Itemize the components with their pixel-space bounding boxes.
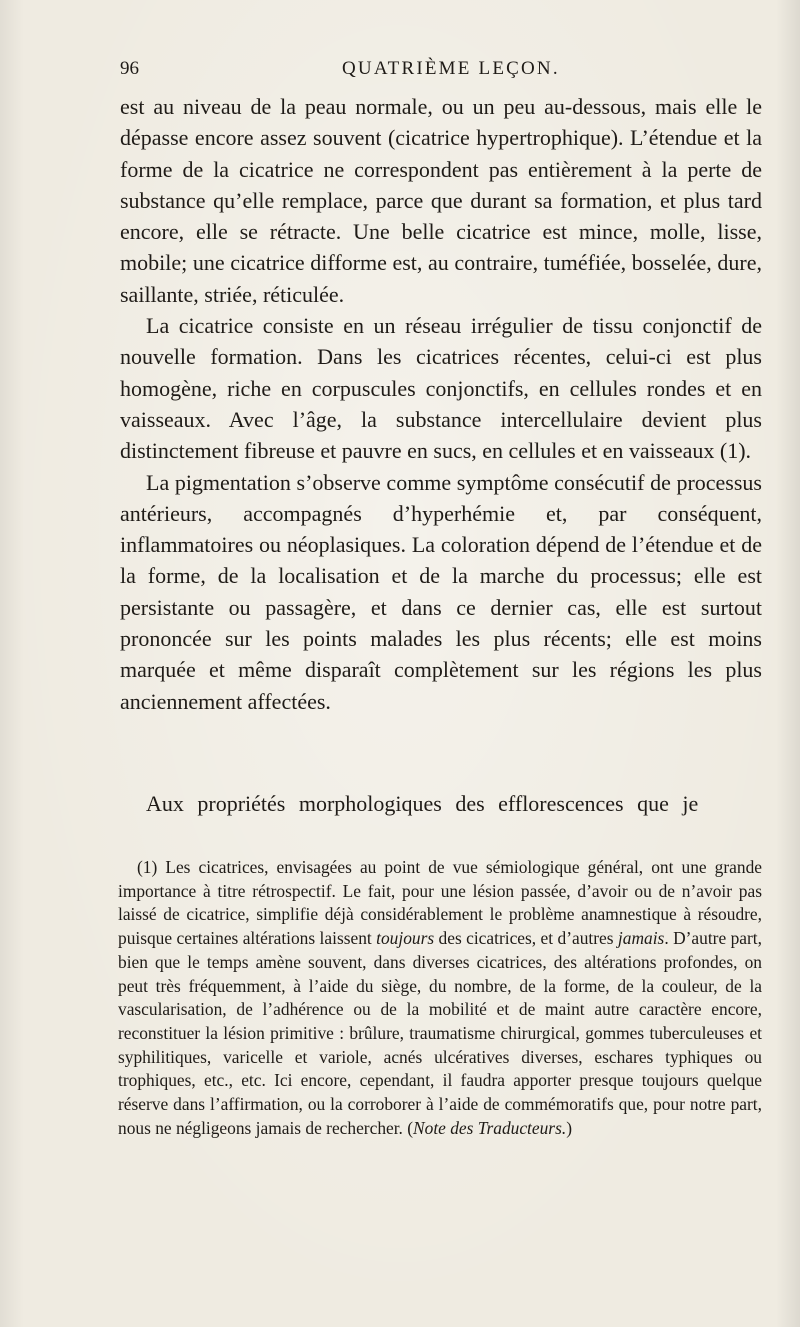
- running-header: [120, 58, 762, 84]
- footnote: [118, 856, 762, 1140]
- footnote-text: [118, 856, 762, 1140]
- footnote-part-3: . D’autre part, bien que le temps amène souvent, dans diverses cicatrices, des altérations profondes, on peut très fréquemment, à l’aide du siège, du nombre, de la forme, de la couleur, de la vascularisation, de l’adhérence ou de la mobilité et de maint autre caractère encore, reconstituer la lésion primitive : brûlure, traumatisme chirurgical, gommes tuberculeuses et syphilitiques, varicelle et variole, acnés ulcératives diverses, eschares typhiques ou trophiques, etc., etc. Ici encore, cependant, il faudra apporter presque toujours quelque réserve dans l’affirmation, ou la corroborer à l’aide de commémoratifs que, pour notre part, nous ne négligeons jamais de rechercher. (: [118, 928, 762, 1138]
- footnote-part-4: ): [566, 1117, 572, 1138]
- main-text: [120, 91, 762, 717]
- paragraph-pigmentation: La pigmentation s’observe comme symptôme consécutif de processus antérieurs, accompagnés d’hyperhémie et, par conséquent, inflammatoires ou néoplasiques. La coloration dépend de l’étendue et de la forme, de la localisation et de la marche du processus; elle est persistante ou passagère, et dans ce dernier cas, elle est surtout prononcée sur les points malades les plus récents; elle est moins marquée et même disparaît complètement sur les régions les plus anciennement affectées.: [120, 469, 762, 714]
- page-number: 96: [120, 58, 139, 79]
- footnote-emphasis-jamais: jamais: [617, 928, 665, 949]
- footnote-part-1: (1) Les cicatrices, envisagées au point de vue sémiologique général, ont une grande importance à titre rétrospectif. Le fait, pour une lésion passée, d’avoir ou de n’avoir pas laissé de cicatrice, simplifie déjà considérablement le problème anamnestique à résoudre, puisque certaines altérations laissent: [118, 857, 762, 949]
- paragraph-cicatrice-structure: La cicatrice consiste en un réseau irrégulier de tissu conjonctif de nouvelle formation. Dans les cicatrices récentes, celui-ci est plus homogène, riche en corpuscules conjonctifs, en cellules rondes et en vaisseaux. Avec l’âge, la substance intercellulaire devient plus distinctement fibreuse et pauvre en sucs, en cellules et en vaisseaux (1).: [120, 313, 762, 464]
- footnote-emphasis-toujours: toujours: [376, 928, 435, 949]
- footnote-part-2: des cicatrices, et d’autres: [434, 928, 618, 949]
- footnote-translators-note: Note des Traducteurs.: [413, 1117, 567, 1138]
- running-title: QUATRIÈME LEÇON.: [342, 58, 560, 79]
- paragraph-morphology-start: Aux propriétés morphologiques des efflorescences que je: [146, 791, 699, 816]
- paragraph-continued: est au niveau de la peau normale, ou un peu au-dessous, mais elle le dépasse encore assez souvent (cicatrice hypertrophique). L’étendue et la forme de la cicatrice ne correspondent pas entièrement à la perte de substance qu’elle remplace, parce que durant sa formation, et plus tard encore, elle se rétracte. Une belle cicatrice est mince, molle, lisse, mobile; une cicatrice difforme est, au contraire, tuméfiée, bosselée, dure, saillante, striée, réticulée.: [120, 94, 762, 307]
